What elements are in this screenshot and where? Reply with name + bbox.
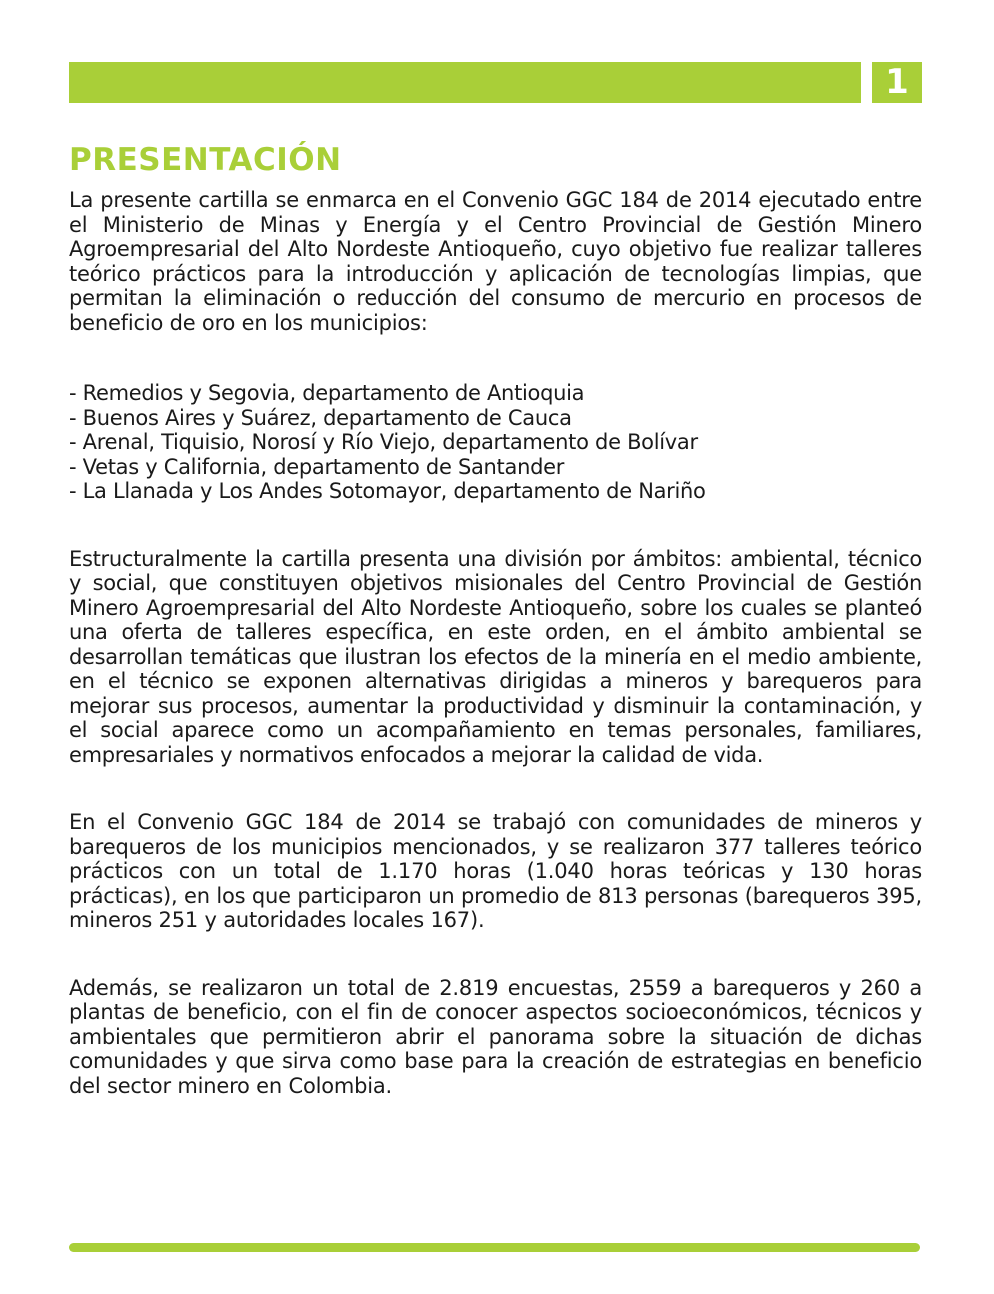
list-item: - Buenos Aires y Suárez, departamento de Cauca xyxy=(69,405,572,430)
footer-bar xyxy=(69,1243,920,1252)
page-number-badge: 1 xyxy=(872,62,922,103)
list-item: - La Llanada y Los Andes Sotomayor, departamento de Nariño xyxy=(69,479,706,503)
list-item: - Arenal, Tiquisio, Norosí y Río Viejo, departamento de Bolívar xyxy=(69,430,698,454)
municipios-list xyxy=(69,381,922,504)
header-bar xyxy=(69,62,861,103)
encuestas-paragraph: Además, se realizaron un total de 2.819 encuestas, 2559 a barequeros y 260 a plantas de beneficio, con el fin de conocer aspectos socioeconómicos, técnicos y ambientales que permitieron abrir el panorama sobre la situación de dichas comunidades y que sirva como base para la creación de estrategias en beneficio del sector minero en Colombia. xyxy=(69,975,922,1098)
intro-paragraph: La presente cartilla se enmarca en el Convenio GGC 184 de 2014 ejecutado entre el Ministerio de Minas y Energía y el Centro Provincial de Gestión Minero Agroempresarial del Alto Nordeste Antioqueño, cuyo objetivo fue realizar talleres teórico prácticos para la introducción y aplicación de tecnologías limpias, que permitan la eliminación o reducción del consumo de mercurio en procesos de beneficio de oro en los municipios: xyxy=(69,188,922,335)
list-item: - Remedios y Segovia, departamento de Antioquia xyxy=(69,381,585,405)
structure-paragraph: Estructuralmente la cartilla presenta una división por ámbitos: ambiental, técnico y social, que constituyen objetivos misionales del Centro Provincial de Gestión Minero Agroempresarial del Alto Nordeste Antioqueño, sobre los cuales se planteó una oferta de talleres específica, en este orden, en el ámbito ambiental se desarrollan temáticas que ilustran los efectos de la minería en el medio ambiente, en el técnico se exponen alternativas dirigidas a mineros y barequeros para mejorar sus procesos, aumentar la productividad y disminuir la contaminación, y el social aparece como un acompañamiento en temas personales, familiares, empresariales y normativos enfocados a mejorar la calidad de vida. xyxy=(69,546,922,767)
list-item: - Vetas y California, departamento de Santander xyxy=(69,454,565,479)
convenio-paragraph: En el Convenio GGC 184 de 2014 se trabajó con comunidades de mineros y barequeros de los municipios mencionados, y se realizaron 377 talleres teórico prácticos con un total de 1.170 horas (1.040 horas teóricas y 130 horas prácticas), en los que participaron un promedio de 813 personas (barequeros 395, mineros 251 y autoridades locales 167). xyxy=(69,810,922,932)
body-content xyxy=(69,188,922,1098)
page-title: PRESENTACIÓN xyxy=(69,142,342,178)
